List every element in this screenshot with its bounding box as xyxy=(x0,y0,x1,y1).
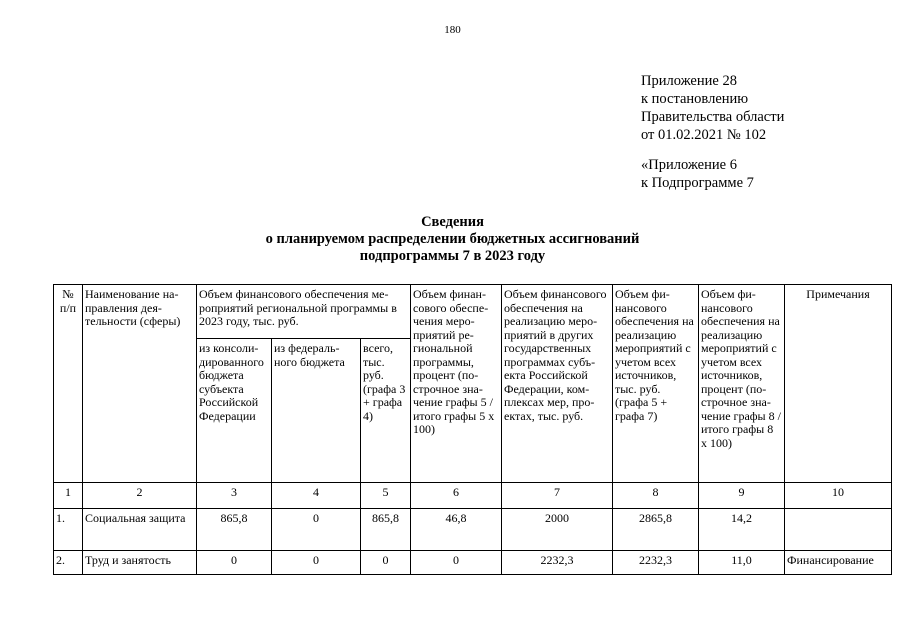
appendix-line: от 01.02.2021 № 102 xyxy=(641,127,767,143)
appendix-line: Правительства области xyxy=(641,109,785,125)
page-number: 180 xyxy=(444,24,461,36)
header-direction: Наименование направления деятельности (сферы) xyxy=(83,285,197,483)
column-number: 4 xyxy=(272,483,361,509)
header-col9: Объем финансового обеспечения на реализацию мероприятий с учетом всех источников, процент (построчное значение графы 8 / итого графы 8 х 100) xyxy=(699,285,785,483)
header-col8: Объем финансового обеспечения на реализацию мероприятий с учетом всех источников, тыс. руб. (графа 5 + графа 7) xyxy=(613,285,699,483)
header-col10: Примечания xyxy=(785,285,892,483)
row-value: 865,8 xyxy=(197,509,272,551)
header-col6: Объем финансового обеспечения мероприятий региональной программы, процент (построчное значение графы 5 / итого графы 5 х 100) xyxy=(411,285,502,483)
table-row xyxy=(54,509,892,551)
row-value: 0 xyxy=(411,551,502,575)
column-number: 1 xyxy=(54,483,83,509)
header-sub-subject-budget: из консолидированного бюджета субъекта Российской Федерации xyxy=(197,339,272,483)
row-value: 2232,3 xyxy=(502,551,613,575)
column-number: 8 xyxy=(613,483,699,509)
column-number: 9 xyxy=(699,483,785,509)
row-value: 14,2 xyxy=(699,509,785,551)
appendix-line: «Приложение 6 xyxy=(641,157,737,173)
row-name: Труд и занятость xyxy=(83,551,197,575)
row-value: 11,0 xyxy=(699,551,785,575)
header-col7: Объем финансового обеспечения на реализацию мероприятий в других государственных программах субъекта Российской Федерации, комплексах мер, проектах, тыс. руб. xyxy=(502,285,613,483)
row-value: 2000 xyxy=(502,509,613,551)
header-sub-total: всего, тыс. руб. (графа 3 + графа 4) xyxy=(361,339,411,483)
row-value: 0 xyxy=(197,551,272,575)
appendix-line: к постановлению xyxy=(641,91,749,107)
allocation-table xyxy=(53,284,892,575)
row-num: 1. xyxy=(54,509,83,551)
row-num: 2. xyxy=(54,551,83,575)
row-note xyxy=(785,509,892,551)
column-number: 2 xyxy=(83,483,197,509)
row-value: 2865,8 xyxy=(613,509,699,551)
title-line: о планируемом распределении бюджетных ассигнований xyxy=(265,231,640,247)
column-number: 10 xyxy=(785,483,892,509)
header-num: № п/п xyxy=(54,285,83,483)
column-number: 7 xyxy=(502,483,613,509)
appendix-line: к Подпрограмме 7 xyxy=(641,175,754,191)
column-number: 6 xyxy=(411,483,502,509)
document-title xyxy=(0,214,905,265)
appendix-line: Приложение 28 xyxy=(641,73,737,89)
row-value: 0 xyxy=(272,551,361,575)
row-value: 2232,3 xyxy=(613,551,699,575)
row-note: Финансирование xyxy=(785,551,892,575)
column-number: 3 xyxy=(197,483,272,509)
table-row xyxy=(54,551,892,575)
column-number: 5 xyxy=(361,483,411,509)
row-value: 0 xyxy=(361,551,411,575)
appendix-block xyxy=(641,72,784,192)
title-line: Сведения xyxy=(421,214,484,230)
row-value: 0 xyxy=(272,509,361,551)
row-value: 46,8 xyxy=(411,509,502,551)
row-value: 865,8 xyxy=(361,509,411,551)
header-sub-federal-budget: из федерального бюджета xyxy=(272,339,361,483)
row-name: Социальная защита xyxy=(83,509,197,551)
header-regional-group: Объем финансового обеспечения мероприятий региональной программы в 2023 году, тыс. руб. xyxy=(197,285,411,339)
title-line: подпрограммы 7 в 2023 году xyxy=(359,248,546,264)
